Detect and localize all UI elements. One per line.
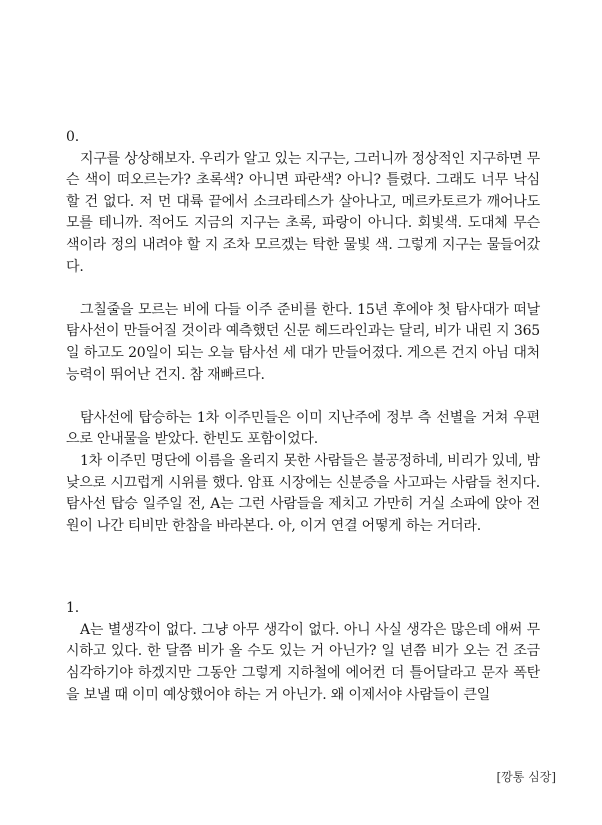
- paragraph: 그칠줄을 모르는 비에 다들 이주 준비를 한다. 15년 후에야 첫 탐사대가 떠날 탐사선이 만들어질 것이라 예측했던 신문 헤드라인과는 달리, 비가 내린 지 365일 하고도 20일이 되는 오늘 탐사선 세 대가 만들어졌다. 게으른 건지 아님 대처 능력이 뛰어난 건지. 참 재빠르다.: [66, 301, 540, 383]
- paragraph: 지구를 상상해보자. 우리가 알고 있는 지구는, 그러니까 정상적인 지구하면 무슨 색이 떠오르는가? 초록색? 아니면 파란색? 아니? 틀렸다. 그래도 너무 낙심할 건 없다. 저 먼 대륙 끝에서 소크라테스가 살아나고, 메르카토르가 깨어나도 모를 테니까. 적어도 지금의 지구는 초록, 파랑이 아니다. 회빛색. 도대체 무슨 색이라 정의 내려야 할 지 조차 모르겠는 탁한 물빛 색. 그렇게 지구는 물들어갔다.: [66, 150, 540, 275]
- paragraph-gap: [66, 278, 540, 300]
- paragraph: 탐사선에 탑승하는 1차 이주민들은 이미 지난주에 정부 측 선별을 거쳐 우편으로 안내물을 받았다. 한빈도 포함이었다.: [66, 409, 540, 448]
- section-gap: [66, 537, 540, 598]
- paragraph: 1차 이주민 명단에 이름을 올리지 못한 사람들은 불공정하네, 비리가 있네, 밤낮으로 시끄럽게 시위를 했다. 암표 시장에는 신분증을 사고파는 사람들 천지다. 탐사선 탑승 일주일 전, A는 그런 사람들을 제치고 가만히 거실 소파에 앉아 전원이 나간 티비만 한참을 바라본다. 아, 이거 연결 어떻게 하는 거더라.: [66, 452, 540, 534]
- section-number-1: 1.: [66, 600, 79, 617]
- section-number-0: 0.: [66, 129, 79, 145]
- page-footer: [깡통 심장]: [496, 770, 556, 784]
- paragraph-gap: [66, 386, 540, 408]
- body-text: [66, 127, 540, 706]
- paragraph: A는 별생각이 없다. 그냥 아무 생각이 없다. 아니 사실 생각은 많은데 애써 무시하고 있다. 한 달쯤 비가 올 수도 있는 거 아닌가? 일 년쯤 비가 오는 건 조금 심각하기야 하겠지만 그동안 그렇게 지하철에 에어컨 더 틀어달라고 문자 폭탄을 보낼 때 이미 예상했어야 하는 거 아닌가. 왜 이제서야 사람들이 큰일: [66, 621, 540, 703]
